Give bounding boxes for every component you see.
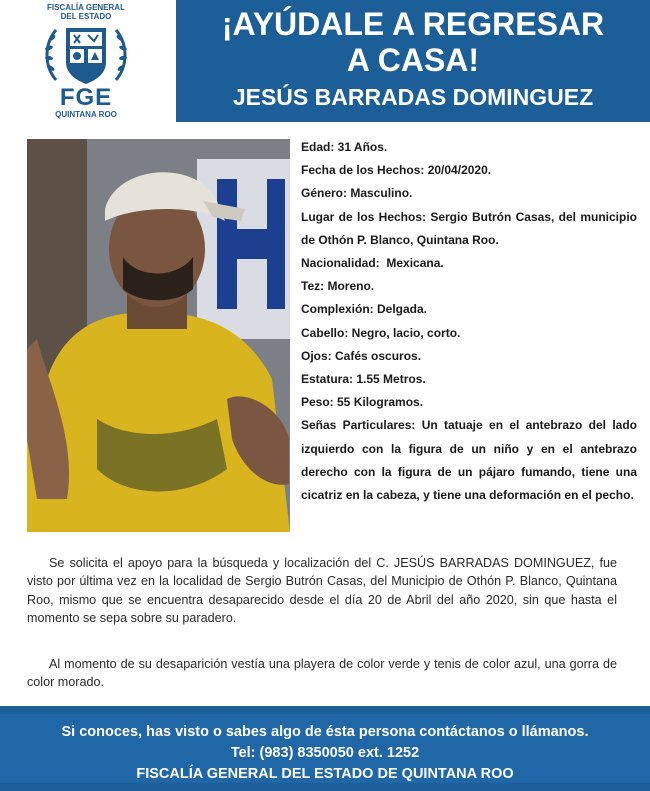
- detail-age: Edad: 31 Años.: [301, 140, 388, 154]
- logo-acronym: FGE: [59, 84, 113, 111]
- contact-footer: [0, 706, 650, 791]
- detail-gender: Género: Masculino.: [301, 186, 413, 201]
- detail-complexion-skin: Tez: Moreno.: [301, 279, 375, 294]
- detail-hair: Cabello: Negro, lacio, corto.: [301, 325, 461, 340]
- detail-distinguishing-marks: Señas Particulares: Un tatuaje en el antebrazo del lado izquierdo con la figura de un niño y en el antebrazo derecho con la figura de un pájaro fumando, tiene una cicatriz en la cabeza, y tiene una deformación en el pecho.: [301, 418, 637, 503]
- missing-person-name: JESÚS BARRADAS DOMINGUEZ: [176, 80, 650, 114]
- clothing-paragraph: Al momento de su desaparición vestía una playera de color verde y tenis de color azul, una gorra de color morado.: [27, 657, 617, 690]
- detail-location: Lugar de los Hechos: Sergio Butrón Casas, del municipio de Othón P. Blanco, Quintana Roo.: [301, 209, 637, 247]
- search-request-paragraph: Se solicita el apoyo para la búsqueda y localización del C. JESÚS BARRADAS DOMINGUEZ, fue visto por última vez en la localidad de Sergio Butrón Casas, del Municipio de Othón P. Blanco, Quintana Roo, mismo que se encuentra desaparecido desde el día 20 de Abril del año 2020, sin que hasta el momento se sepa sobre su paradero.: [27, 556, 617, 625]
- detail-nationality: Nacionalidad: Mexicana.: [301, 256, 444, 271]
- detail-eyes: Ojos: Cafés oscuros.: [301, 348, 422, 363]
- footer-phone[interactable]: Tel: (983) 8350050 ext. 1252: [230, 745, 420, 761]
- headline-line-2: A CASA!: [346, 42, 480, 78]
- logo-bottom-text: QUINTANA ROO: [55, 110, 117, 119]
- coat-of-arms-icon: [42, 22, 130, 86]
- detail-date: Fecha de los Hechos: 20/04/2020.: [301, 163, 492, 178]
- portrait-image: [27, 139, 290, 532]
- logo-top-text: FISCALÍA GENERAL DEL ESTADO: [47, 3, 125, 21]
- person-details: [301, 136, 637, 507]
- headline-line-1: ¡AYÚDALE A REGRESAR: [221, 6, 605, 42]
- detail-weight: Peso: 55 Kilogramos.: [301, 395, 424, 410]
- fge-logo: [0, 0, 172, 122]
- detail-build: Complexión: Delgada.: [301, 302, 428, 317]
- footer-agency: FISCALÍA GENERAL DEL ESTADO DE QUINTANA ROO: [136, 766, 514, 782]
- person-photo: [27, 139, 290, 532]
- detail-height: Estatura: 1.55 Metros.: [301, 372, 426, 387]
- footer-call-to-action: Si conoces, has visto o sabes algo de ésta persona contáctanos o llámanos.: [61, 724, 589, 740]
